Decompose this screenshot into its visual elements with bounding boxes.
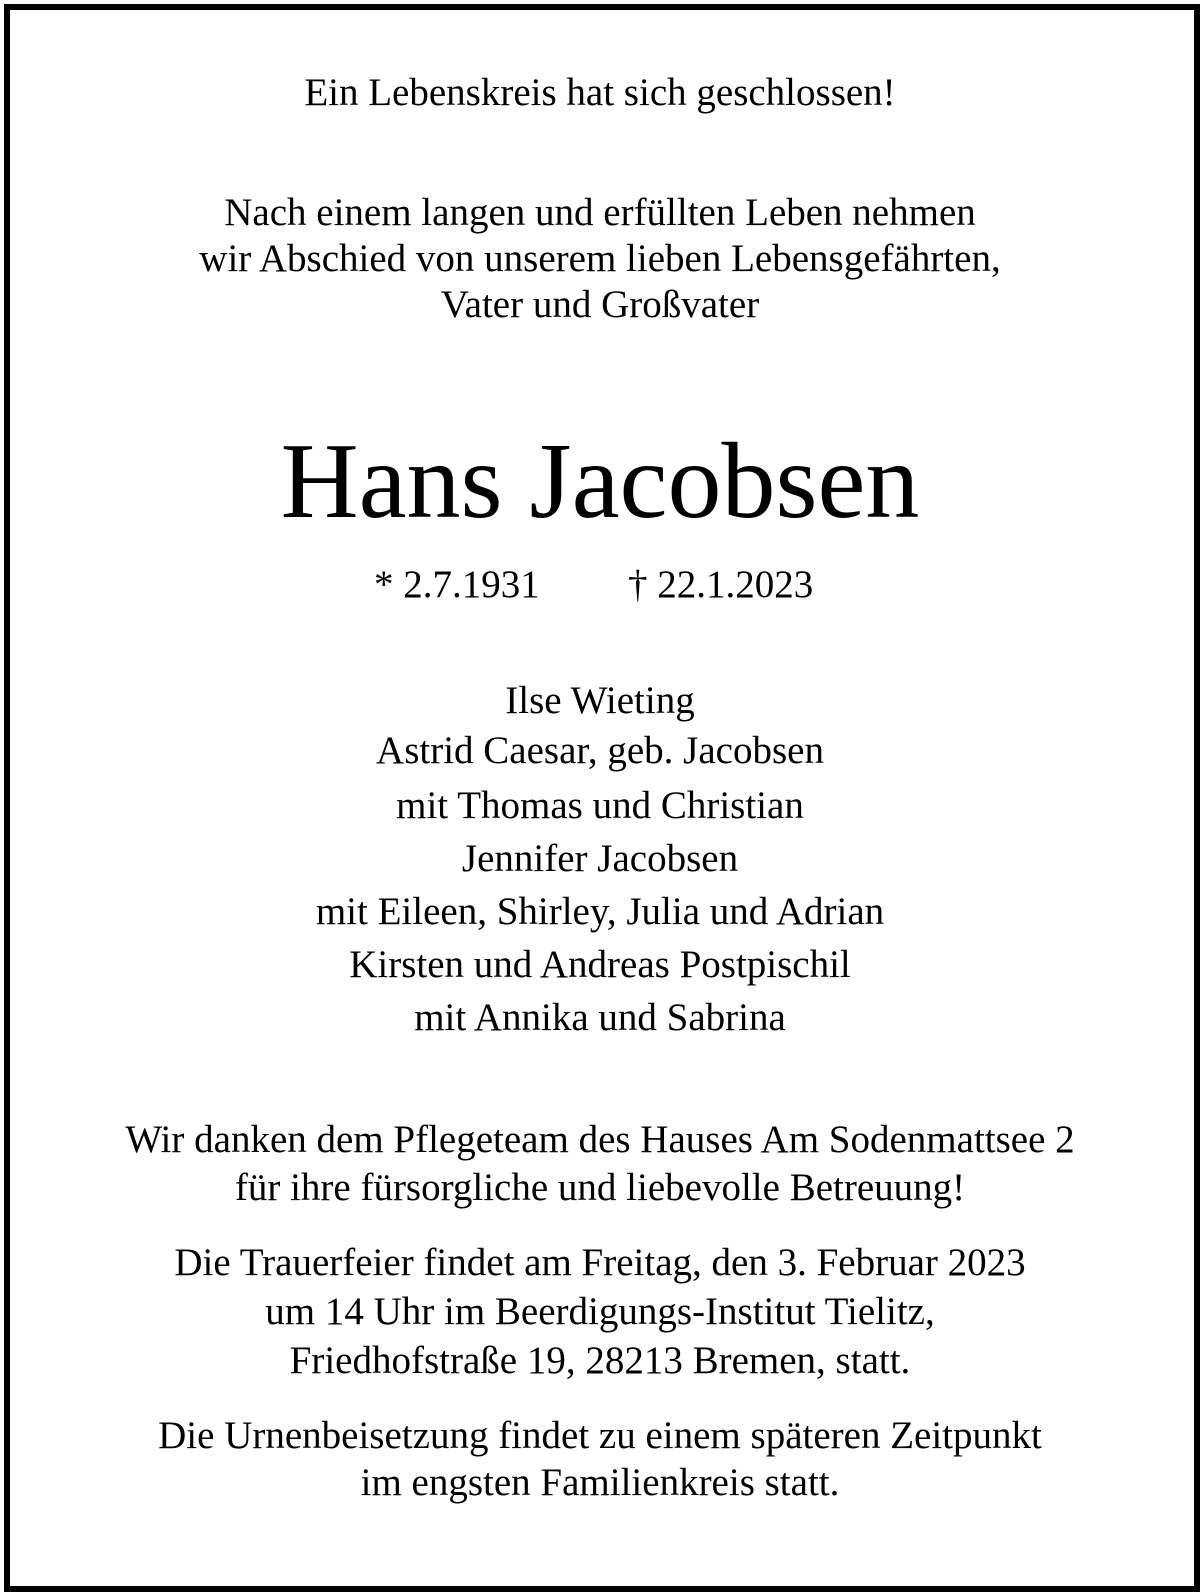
thanks-line-2: für ihre fürsorgliche und liebevolle Betreuung! <box>234 1166 966 1209</box>
funeral-line-2: um 14 Uhr im Beerdigungs-Institut Tielitz, <box>265 1290 935 1333</box>
burial-line-1: Die Urnenbeisetzung findet zu einem späteren Zeitpunkt <box>158 1414 1042 1457</box>
mourner-line-6: Kirsten und Andreas Postpischil <box>349 943 851 986</box>
funeral-line-1: Die Trauerfeier findet am Freitag, den 3. Februar 2023 <box>174 1241 1026 1284</box>
intro-line-2: wir Abschied von unserem lieben Lebensgefährten, <box>199 237 1001 280</box>
mourner-line-7: mit Annika und Sabrina <box>414 996 786 1039</box>
mourner-line-3: mit Thomas und Christian <box>396 784 804 827</box>
thanks-line-1: Wir danken dem Pflegeteam des Hauses Am Sodenmattsee 2 <box>125 1118 1075 1161</box>
intro-line-3: Vater und Großvater <box>440 283 760 326</box>
mourner-line-4: Jennifer Jacobsen <box>461 837 739 880</box>
funeral-line-3: Friedhofstraße 19, 28213 Bremen, statt. <box>289 1339 911 1382</box>
intro-line-1: Nach einem langen und erfüllten Leben nehmen <box>224 191 976 234</box>
birth-date: * 2.7.1931 <box>374 563 540 606</box>
mourner-line-2: Astrid Caesar, geb. Jacobsen <box>376 729 824 772</box>
mourner-line-1: Ilse Wieting <box>505 679 695 722</box>
mourner-line-5: mit Eileen, Shirley, Julia und Adrian <box>315 890 885 933</box>
opening-line: Ein Lebenskreis hat sich geschlossen! <box>304 71 896 114</box>
burial-line-2: im engsten Familienkreis statt. <box>360 1461 840 1504</box>
death-date: † 22.1.2023 <box>628 563 814 606</box>
deceased-name: Hans Jacobsen <box>280 422 920 541</box>
